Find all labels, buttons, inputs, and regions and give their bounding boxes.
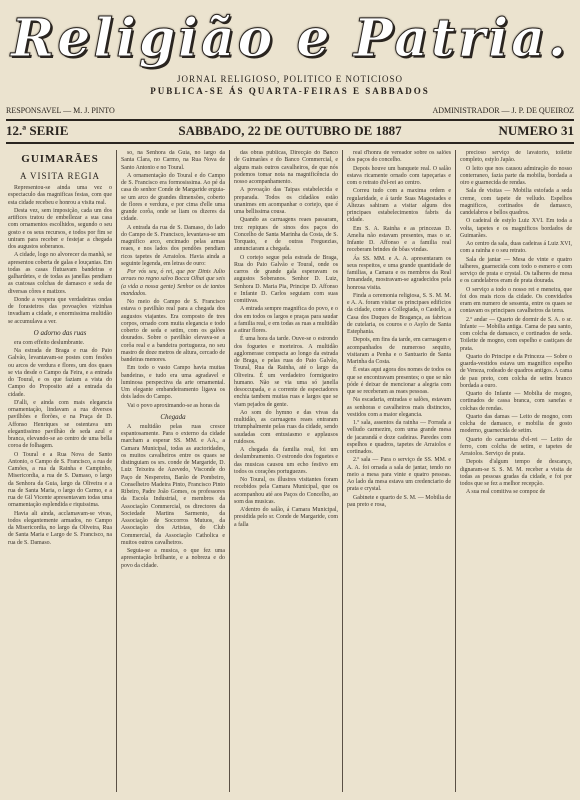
column-3 xyxy=(234,150,338,792)
paragraph: O cortejo segue pela estrada de Braga, Rua do Paio Galvão e Toural, onde os carros de grande gala esperavam os augustos Soberanos. Senhor D. Luiz, Senhora D. Maria Pia, Principe D. Affonso e Infante D. Carlos seguiam com suas comitivas. xyxy=(234,254,338,304)
header-rule-top xyxy=(6,119,574,121)
paragraph: A ornamentação do Toural e do Campo de S. Francisco era formosissima. Ao pé da casa do senhor Conde de Margaride erguia-se um arco de grandes dimensões, coberto de flores e verdura, e por cima d'elle uma grande corôa, onde se liam os dizeres da cidade. xyxy=(121,172,225,223)
paragraph: A entrada sempre magnifica do povo, e o dos em todos os largos e praças para saudar a familia real, e em todas as ruas a multidão a atirar flores. xyxy=(234,306,338,334)
paragraph: O leito que nos causou admiração do nosso conterraneo, fazia parte da mobilia, bordada a oiro e guarnecida de rendas. xyxy=(460,165,572,186)
paragraph: Vai o povo aproximando-se as horas da xyxy=(127,402,220,409)
masthead xyxy=(0,10,580,68)
paragraph: Sala de jantar — Mesa de vinte e quatro talheres, guarnecida com todo o esmero e com serviço de prata e crystal. Os talheres de mesa e os candelabros eram de prata dourada. xyxy=(460,256,572,285)
issue-date: SABBADO, 22 DE OUTUBRO DE 1887 xyxy=(178,123,402,138)
paragraph: A chegada da familia real, foi um deslumbramento. O estrondo dos foguetes e das musicas causou um echo festivo em todos os corações portuguezes. xyxy=(234,447,338,475)
paragraph: D'alli, e ainda com mais elegancia ornamentação, lindavam a rua diversos pavilhões e florões, e na Praça de D. Affonso Henriques se ostentava um elegantissimo pavilhão de seda azul e branca, elevando-se ao centro de uma bella coroa de folhagem. xyxy=(8,399,112,450)
verse-quote: Por vós seu, ó rei, que por Dinis Julio arraes no regno salvo Bocca Olhai que seis (a vida a nossa gente) Senhor os de tantos mandados. xyxy=(121,269,225,297)
paragraph: É estas aqui agora dos nomes de todos os que se encontravam presentes; o que se não póde é deixar de mencionar a alegria com que se receberam as reaes pessoas. xyxy=(347,367,451,395)
column-5 xyxy=(460,150,572,792)
paragraph: O serviço a todo o nosso rei e meneira, que foi dos mais ricos da cidade. Os convidados eram em numero de sessenta, entre os quaes se contavam os principaes cavalheiros da terra. xyxy=(460,286,572,315)
paragraph: 1.º sala, assentos da rainha — Forrada a velludo carmezim, com uma grande mesa de jacarandá e doze cadeiras. Paredes com espelhos e quadros, tapetes de Arraiolos e cortinados. xyxy=(347,420,451,455)
column-2 xyxy=(121,150,225,792)
column-divider xyxy=(229,150,230,792)
paragraph: No meio do Campo de S. Francisco estava o pavilhão real para a chegada dos augustos viajantes. Era composto de tres corpos, ornado com muita elegancia e todo coberto de seda e setim, com os galões dourados. Sobre o pavilhão elevava-se a corôa real e a bandeira portugueza, no seu mastro de doze metros de altura, cercado de bandeiras menores. xyxy=(121,299,225,363)
column-1 xyxy=(8,150,112,792)
paragraph: Quando as carruagens reaes passaram, trez repiques de sinos dos paços do Concelho de Santa Marinha da Costa, de S. Torquato, e de outras Freguezias, annunciaram a chegada. xyxy=(234,217,338,253)
paragraph: Quarto das damas — Leito de mogno, com colcha de damasco, e mobilia de gosto moderno, guarnecida de setim. xyxy=(460,413,572,435)
responsavel-label: RESPONSAVEL — M. J. PINTO xyxy=(6,106,115,115)
staff-line xyxy=(6,106,574,118)
paragraph: Na escadaria, entradas e salões, estavam as senhoras e cavalheiros mais distinctos, vestidos com a maior elegancia. xyxy=(347,397,451,418)
paragraph: Finda a ceremonia religiosa, S. S. M. M. e A. A. foram visitar os principaes edificios da cidade, como a Collegiada, o Castello, a Casa dos Duques de Bragança, as fabricas de cutelaria, os couros e o Asylo de Santa Estephania. xyxy=(347,292,451,335)
header-rule-bottom xyxy=(6,142,574,144)
paragraph: Representou-se ainda uma vez o espectaculo das magnificas festas, com que esta cidade recebeu e honrou a visita real. xyxy=(8,185,112,206)
subtitle-publication-days: PUBLICA-SE ÁS QUARTA-FEIRAS E SABBADOS xyxy=(150,86,430,96)
paragraph: A multidão pelas ruas cresce espantosamente. Para o externo da cidade marcham a esperar SS. MM. e AA., a Camara Municipal, todas as auctoridades, os muitos cavalheiros entre os quaes se distinguiam os srs. conde de Margaride, D. Luiz Teixeira de Azevedo, Visconde do Paço de Nespereira, Barão de Pombeiro, Conselheiro Madeira Pinto, Francisco Pinto Ribeiro, Padre João Gomes, os professores da Escola Industrial, e membros da Associação Commercial, os directores da Sociedade Martins Sarmento, da Associação de Soccorros Mutuos, da Associação dos Artistas, do Club Commercial, da Associação Catholica e muitos outros cavalheiros. xyxy=(121,423,225,546)
paragraph: Depois d'algum tempo de descanço, dignaram-se S. S. M. M. receber a visita de todas as pessoas gradas da cidade, e foi por todos que se fez a melhor recepção. xyxy=(460,459,572,487)
paragraph: A entrada da rua de S. Damaso, do lado do Campo de S. Francisco, levantava-se um magnifico arco, encimado pelas armas reaes, e nos lados dos pendões pendiam ricos tapetes de Arraiolos. Havia ainda a seguinte legenda, em letras de ouro: xyxy=(121,224,225,267)
paragraph: A povoação das Taipas estabelecida e preparada. Todos os cidadãos estão unanimes em acompanhar o cortejo, que é uma bellissima cousa. xyxy=(234,187,338,215)
paragraph: Em S. A. Rainha e as princezas D. Amelia não estavam presentes, mas o sr. Infante D. Affonso e a familia real receberam brindes de bôas vindas. xyxy=(347,225,451,254)
paragraph: A sua real comitiva se compoz de xyxy=(466,489,546,496)
paragraph: Quarto do camarista d'el-rei — Leito de ferro, com colcha de setim, e tapetes de Arraiolos. Serviço de prata. xyxy=(460,436,572,457)
paragraph: Havia ali ainda, acclamavam-se vivas, todos elegantemente armados, no Campo da Misericordia, no largo da Oliveira, Rua de Santa Maria e Largo de S. Francisco, na rua de S. Damaso. xyxy=(8,510,112,546)
paragraph: das obras publicas, Direcção do Banco de Guimarães e do Banco Commercial, e alguns mais outros cavalheiros, de que nós podemos tomar nota na magnificência do nosso acompanhamento. xyxy=(234,150,338,185)
column-4 xyxy=(347,150,451,792)
paragraph: Gabinete e quarto de S. M. — Mobilia de pau preto e rosa, xyxy=(347,494,451,508)
column-divider xyxy=(342,150,343,792)
paragraph: real d'honra de vereador sobre os salões dos paços do concelho. xyxy=(347,150,451,164)
paragraph: Correu tudo com a maxima ordem e regularidade, e á tarde Suas Magestades e Altezas sahiram a visitar alguns dos principaes estabelecimentos fabris da cidade. xyxy=(347,188,451,224)
paragraph: A'dentro do salão, á Camara Municipal, presidida pelo sr. Conde de Margaride, com a falla xyxy=(234,507,338,528)
paragraph: so, na Senhora da Guia, no largo da Santa Clara, no Carmo, na Rua Nova de Santo Antonio e no Toural. xyxy=(121,150,225,171)
paragraph: É uma hora da tarde. Ouve-se o estrondo dos foguetes e morteiros. A multidão agglomerase compacta ao longo da estrada de Braga, e pelas ruas do Paio Galvão, Toural, Rua da Rainha, até o largo da Oliveira. É um verdadeiro formigueiro humano. Não se via uma só janella desoccupada, e a corrente de espectadores enchia tambem muitas ruas e largos que se viam pejados de gente. xyxy=(234,336,338,408)
paragraph: Ao centro da sala, duas cadeiras á Luiz XVI, com a rainha e o seu retrato. xyxy=(460,241,572,255)
paragraph: O cadeiral de estylo Luiz XVI. Em toda a volta, tapetes e os magnificos bordados de Guimarães. xyxy=(460,218,572,239)
paragraph: 2.º sala — Para o serviço de SS. MM. e A. A. foi ornada a sala de jantar, tendo no meio a mesa para vinte e quatro pessoas. Ao lado da mesa estava um credenciario de prata e crystal. xyxy=(347,457,451,493)
subheading: Chegada xyxy=(160,412,186,421)
paragraph: era com effeito deslumbrante. xyxy=(14,339,85,346)
paragraph: Quarto do Infante — Mobilia de mogno, cortinados de cassa branca, com sanefas e colchas de rendas. xyxy=(460,391,572,412)
paragraph: Depois houve um banquete real. O salão estava ricamente ornado com tapeçarias e com o retrato d'el-rei ao centro. xyxy=(347,165,451,186)
paragraph: Donde a vespera que verdadeiras ondas de forasteiros das povoações vizinhas invadiam a cidade, e enormissima multidão se accumulava a ver. xyxy=(8,296,112,325)
paragraph: Depois, em fins da tarde, em carruagem e acompanhados de numeroso sequito, visitaram a Penha e o Santuario de Santa Marinha da Costa. xyxy=(347,337,451,365)
paragraph: Na estrada de Braga e rua do Paio Galvão, levantavam-se postes com festões ou arcos de verdura e flores, um dos quaes se via desde o Campo da Feira, e a entrada do Toural, e os que faziam a vista do Campo do Proposito até a entrada da cidade. xyxy=(8,348,112,398)
dateline xyxy=(6,122,574,140)
subtitle-journal: JORNAL RELIGIOSO, POLITICO E NOTICIOSO xyxy=(177,74,403,84)
administrador-label: ADMINISTRADOR — J. P. DE QUEIROZ xyxy=(432,106,574,115)
paragraph: No Toural, os illustres visitantes foram recebidos pela Camara Municipal, que os acompanhou até aos Paços do Concelho, ao som das musicas. xyxy=(234,477,338,505)
paragraph: Em todo o vasto Campo havia muitas bandeiras, e tudo era uma agradavel e luminosa perspectiva da arte ornamental. Um elegante embandeiramento ligava os dois lados do Campo. xyxy=(121,365,225,401)
paragraph: A cidade, logo no alvorecer da manhã, se apresentou coberta de galas e louçanias. Em todas as casas flutuavam bandeiras e galhardetes, e de todas as janellas pendiam as custosas colchas de damasco e seda de diversas côres e matizes. xyxy=(8,252,112,295)
paragraph: Sala de visitas — Mobilia estofada a seda creme, com tapete de velludo. Espelhos magnificos, cortinados de damasco, candelabros e bellos quadros. xyxy=(460,188,572,216)
issue-number: NUMERO 31 xyxy=(498,123,574,138)
paragraph: 2.º andar — Quarto de dormir de S. A. o sr. Infante — Mobilia antiga. Cama de pau santo, com colcha de damasco, e cortinados de seda. Toilette de mogno, com espelho e castiçaes de prata. xyxy=(460,316,572,352)
paragraph: precioso serviço de lavatorio, toilette completo, estylo Japão. xyxy=(460,150,572,164)
paragraph: Desta vez, sem imposição, cada um dos artifices tratou de embellezar a sua casa com ornamentos escolhidos, segundo o seu gosto e os seus recursos, e todos por fim se uniram para receber e festejar a chegada dos augustos soberanos. xyxy=(8,207,112,250)
article-title: A VISITA REGIA xyxy=(19,171,101,181)
paragraph: O Toural e a Rua Nova de Santo Antonio, o Campo de S. Francisco, a rua de Camões, a rua da Rainha e Campinho, Misericordia, a rua de S. Damaso, o largo da Senhora da Guia, largo da Oliveira e a rua de Santa Maria, o largo do Carmo, e a rua de Gil Vicente apresentavam todas uma ornamentação esplendida e riquissima. xyxy=(8,451,112,509)
column-divider xyxy=(116,150,117,792)
column-divider xyxy=(455,150,456,792)
section-title: GUIMARÃES xyxy=(21,153,99,165)
masthead-title: Religião e Patria. xyxy=(11,8,569,69)
paragraph: Seguia-se a musica, o que fez uma apresentação brilhante, e a nobreza e do povo da cidade. xyxy=(121,548,225,569)
serie-label: 12.ª SERIE xyxy=(6,123,69,138)
paragraph: Quarto do Principe e da Princeza — Sobre o guarda-vestidos estava um magnifico espelho de Veneza, rodeado de quadros antigos. A cama de pau preto, com colcha de setim branco bordada a ouro. xyxy=(460,353,572,389)
subheading: O adorno das ruas xyxy=(33,328,87,337)
paragraph: Ao som do hymno e das vivas da multidão, as carruagens reaes entraram triumphalmente pelas ruas da cidade, sendo saudadas com entusiasmo e applausos ruidosos. xyxy=(234,409,338,445)
paragraph: Ás SS. MM. e A. A. apresentaram os seus respeitos, e uma grande quantidade de familias, a Camara e os membros da Real Irmandade, mostravam-se agradecidos pela honrosa visita. xyxy=(347,255,451,291)
